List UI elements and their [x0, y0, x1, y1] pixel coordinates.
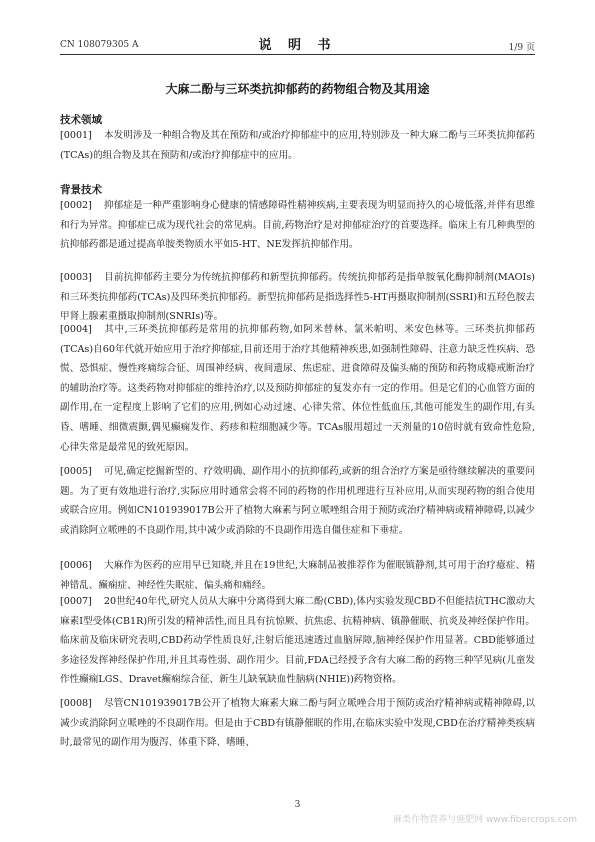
- patent-number: CN 108079305 A: [60, 40, 139, 50]
- paragraph-text: 大麻作为医药的应用早已知晓,并且在19世纪,大麻制品被推荐作为催眠镇静剂,其可用于治疗癔症、精神错乱、癫痫症、神经性失眠症、偏头痛和痛经。: [60, 560, 535, 591]
- paragraph-number: [0003]: [60, 272, 92, 283]
- paragraph-0006: [60, 556, 535, 595]
- paragraph-text: 20世纪40年代,研究人员从大麻中分离得到大麻二酚(CBD),体内实验发现CBD不但能拮抗THC激动大麻素I型受体(CB1R)所引发的精神活性,而且具有抗惊厥、抗焦虑、抗精神病、镇静催眠、抗炎及神经保护作用。临床前及临床研究表明,CBD药动学性质良好,注射后能迅速透过血脑屏障,脑神经保护作用显著。CBD能够通过多途径发挥神经保护作用,并且其毒性弱、副作用少。目前,FDA已经授予含有大麻二酚的药物三种罕见病(儿童发作性癫痫LGS、Dravet癫痫综合征、新生儿缺氧缺血性脑病(NHIE))药物资格。: [60, 596, 535, 686]
- paragraph-0005: [60, 462, 535, 540]
- document-type-label: 说 明 书: [258, 38, 337, 53]
- paragraph-number: [0008]: [60, 698, 92, 709]
- paragraph-text: 本发明涉及一种组合物及其在预防和/或治疗抑郁症中的应用,特别涉及一种大麻二酚与三环类抗抑郁药(TCAs)的组合物及其在预防和/或治疗抑郁症中的应用。: [60, 130, 535, 161]
- paragraph-text: 其中,三环类抗抑郁药是常用的抗抑郁药物,如阿米替林、氯米帕明、米安色林等。三环类抗抑郁药(TCAs)自60年代就开始应用于治疗抑郁症,目前还用于治疗其他精神疾患,如强制性障碍、注意力缺乏性疾病、恐慌、恐惧症、慢性疼痛综合征、周围神经病、夜间遗尿、焦虑症、进食障碍及偏头痛的预防和药物成瘾戒断治疗的辅助治疗等。这类药物对抑郁症的维持治疗,以及预防抑郁症的复发亦有一定的作用。但是它们的心血管方面的副作用,在一定程度上影响了它们的应用,例如心动过速、心律失常、体位性低血压,其他可能发生的副作用,有头昏、嗜睡、细微震颤,偶见癫痫发作、药疹和粒细胞减少等。TCAs服用超过一天剂量的10倍时就有致命性危险,心律失常是最常见的致死原因。: [60, 324, 535, 453]
- paragraph-number: [0001]: [60, 130, 92, 141]
- paragraph-number: [0005]: [60, 466, 92, 477]
- paragraph-0001: [60, 126, 535, 165]
- site-watermark: 麻类作物营养与施肥网 www.fibercrops.com: [393, 815, 577, 825]
- paragraph-0003: [60, 268, 535, 327]
- paragraph-0008: [60, 694, 535, 753]
- paragraph-text: 可见,确定挖掘新型的、疗效明确、副作用小的抗抑郁药,或新的组合治疗方案是亟待继续解决的重要问题。为了更有效地进行治疗,实际应用时通常会将不同的药物的作用机理进行互补应用,从而实现药物的组合使用或联合应用。例如CN101939017B公开了植物大麻素与阿立哌唑组合用于预防或治疗精神病或精神障碍,以减少或消除阿立哌唑的不良副作用,其中减少或消除的不良副作用选自僵住症和下垂症。: [60, 466, 535, 536]
- page-header: [60, 34, 535, 55]
- page-indicator: 1/9 页: [508, 43, 535, 53]
- document-title: 大麻二酚与三环类抗抑郁药的药物组合物及其用途: [165, 82, 430, 96]
- paragraph-text: 目前抗抑郁药主要分为传统抗抑郁药和新型抗抑郁药。传统抗抑郁药是指单胺氧化酶抑制剂(MAOIs)和三环类抗抑郁药(TCAs)及四环类抗抑郁药。新型抗抑郁药是指选择性5-HT再摄取抑制剂(SSRI)和五羟色胺去甲肾上腺素重摄取抑制剂(SNRIs)等。: [60, 272, 535, 323]
- section-heading-technical-field: 技术领域: [60, 114, 102, 126]
- paragraph-number: [0006]: [60, 560, 92, 571]
- paragraph-0002: [60, 196, 535, 255]
- paragraph-number: [0007]: [60, 596, 92, 607]
- paragraph-number: [0004]: [60, 324, 92, 335]
- page-number: 3: [294, 800, 301, 810]
- paragraph-text: 抑郁症是一种严重影响身心健康的情感障碍性精神疾病,主要表现为明显而持久的心境低落,并伴有思维和行为异常。抑郁症已成为现代社会的常见病。目前,药物治疗是对抑郁症治疗的首要选择。临床上有几种典型的抗抑郁药都是通过提高单胺类物质水平如5-HT、NE发挥抗抑郁作用。: [60, 200, 535, 251]
- paragraph-number: [0002]: [60, 200, 92, 211]
- section-heading-background: 背景技术: [60, 184, 102, 196]
- paragraph-text: 尽管CN101939017B公开了植物大麻素大麻二酚与阿立哌唑合用于预防或治疗精神病或精神障碍,以减少或消除阿立哌唑的不良副作用。但是由于CBD有镇静催眠的作用,在临床实验中发现,CBD在治疗精神类疾病时,最常见的副作用为腹泻、体重下降、嗜睡、: [60, 698, 535, 749]
- paragraph-0004: [60, 320, 535, 457]
- paragraph-0007: [60, 592, 535, 690]
